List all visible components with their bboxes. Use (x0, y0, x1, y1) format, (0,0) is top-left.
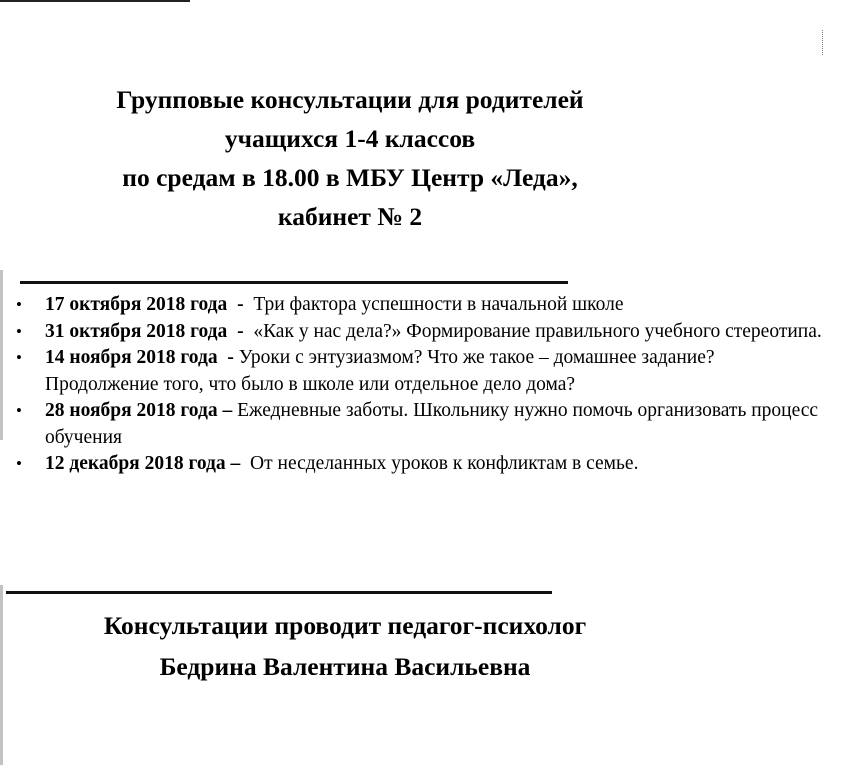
schedule-item (0, 451, 830, 478)
bullet-icon: • (16, 454, 22, 473)
schedule-date: 12 декабря 2018 года (45, 453, 226, 474)
scan-artifact-line (0, 0, 190, 2)
bullet-icon: • (16, 295, 22, 314)
bullet-icon: • (16, 321, 22, 341)
schedule-date: 14 ноября 2018 года (45, 347, 218, 368)
schedule-topic: Три фактора успешности в начальной школе (253, 294, 624, 315)
scan-artifact-dots (822, 30, 824, 55)
schedule-item (0, 398, 830, 451)
schedule-date: 31 октября 2018 года (45, 320, 228, 342)
schedule-item (0, 345, 830, 398)
divider-line (6, 591, 552, 594)
consultation-schedule (0, 292, 830, 478)
schedule-topic: От несделанных уроков к конфликтам в семье. (250, 453, 639, 474)
consultant-role: Консультации проводит педагог-психолог (103, 611, 587, 640)
title-line: кабинет № 2 (277, 202, 423, 231)
title-line: учащихся 1-4 классов (224, 124, 476, 153)
schedule-separator: - (237, 320, 244, 342)
title-line: Групповые консультации для родителей (116, 85, 584, 114)
schedule-separator: - (227, 347, 234, 368)
schedule-separator: – (230, 453, 241, 474)
schedule-item (0, 319, 830, 346)
bullet-icon: • (16, 348, 22, 367)
bullet-icon: • (16, 401, 22, 420)
schedule-topic: Уроки с энтузиазмом? Что же такое – домашнее задание? Продолжение того, что было в школе или отдельное дело дома? (45, 347, 715, 395)
consultant-name: Бедрина Валентина Васильевна (159, 652, 531, 681)
schedule-separator: - (237, 294, 244, 315)
schedule-item (0, 292, 830, 319)
divider-line (20, 281, 568, 284)
document-title (20, 80, 680, 236)
schedule-separator: – (222, 400, 233, 421)
title-line: по средам в 18.00 в МБУ Центр «Леда», (122, 163, 578, 192)
schedule-date: 17 октября 2018 года (45, 294, 228, 315)
schedule-topic: «Как у нас дела?» Формирование правильного учебного стереотипа. (253, 320, 822, 342)
schedule-date: 28 ноября 2018 года (45, 400, 218, 421)
schedule-topic: Ежедневные заботы. Школьнику нужно помочь организовать процесс обучения (45, 400, 819, 448)
consultant-info (0, 605, 690, 687)
